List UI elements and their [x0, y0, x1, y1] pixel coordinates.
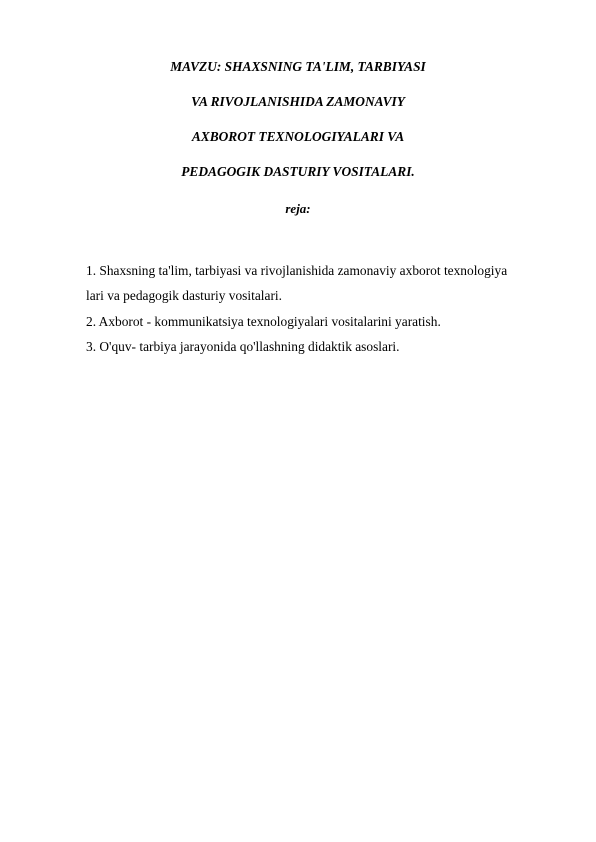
title-line-4: PEDAGOGIK DASTURIY VOSITALARI. — [181, 164, 415, 179]
title-line-3: AXBOROT TEXNOLOGIYALARI VA — [191, 129, 405, 144]
plan-item-3: 3. O'quv- tarbiya jarayonida qo'llashning didaktik asoslari. — [86, 339, 400, 354]
plan-item-1-line-1: 1. Shaxsning ta'lim, tarbiyasi va rivojlanishida zamonaviy axborot texnologiya — [86, 263, 508, 278]
plan-item-2: 2. Axborot - kommunikatsiya texnologiyalari vositalarini yaratish. — [86, 314, 441, 329]
plan-item-1-line-2: lari va pedagogik dasturiy vositalari. — [86, 288, 282, 303]
title-line-2: VA RIVOJLANISHIDA ZAMONAVIY — [191, 94, 405, 109]
title-line-1: MAVZU: SHAXSNING TA'LIM, TARBIYASI — [170, 59, 426, 74]
plan-heading: reja: — [285, 201, 311, 216]
